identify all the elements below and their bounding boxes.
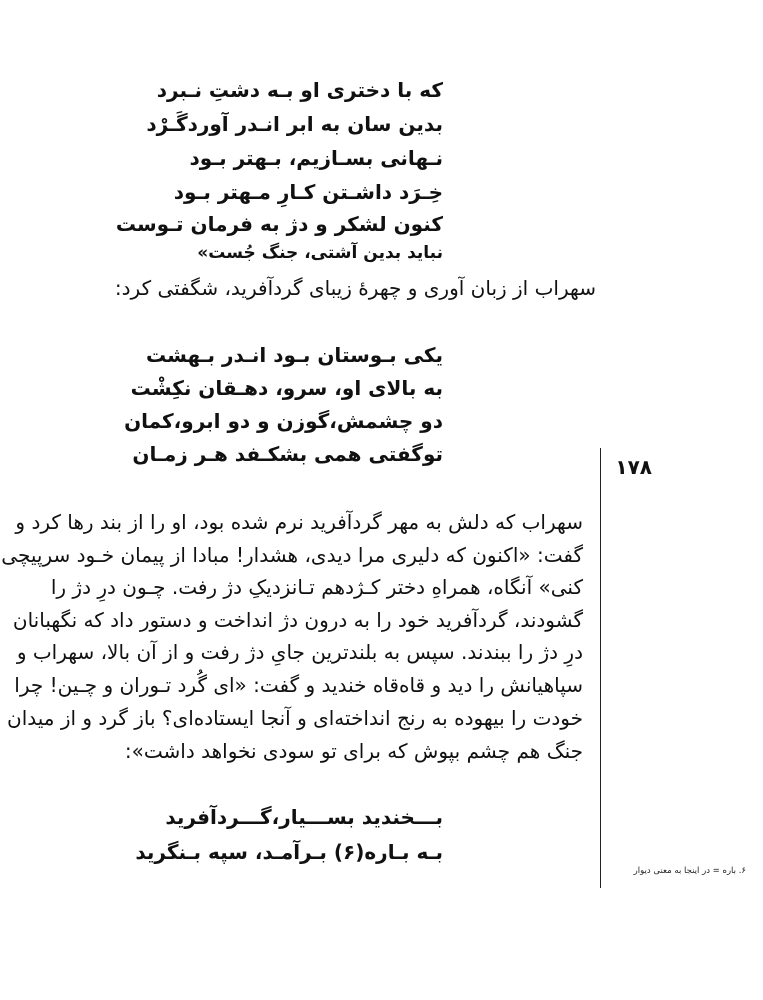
verse-line: بدین سان به ابر انـدر آوردگَـرْد bbox=[146, 112, 443, 136]
verse-line: دو چشمش،گوزن و دو ابرو،کمان bbox=[124, 409, 443, 433]
prose-line: کنی» آنگاه، همراهِ دختر کـژدهم تـانزدیکِ دژ رفت. چـون درِ دژ را bbox=[50, 575, 583, 599]
verse-line: نـهانی بسـازیم، بـهتر بـود bbox=[189, 146, 443, 170]
prose-line: سهراب که دلش به مهر گردآفرید نرم شده بود، او را از بند رها کرد و bbox=[15, 510, 583, 534]
verse-line: کنون لشکر و دژ به فرمان تـوست bbox=[115, 212, 443, 236]
margin-rule bbox=[600, 448, 601, 888]
verse-line: که با دختری او بـه دشتِ نـبرد bbox=[156, 78, 443, 102]
verse-line: نباید بدین آشتی، جنگ جُست» bbox=[197, 243, 443, 263]
verse-line: بـه بـاره(۶) بـرآمـد، سپه بـنگرید bbox=[135, 840, 443, 864]
verse-line: به بالای او، سرو، دهـقان نکِشْت bbox=[130, 376, 443, 400]
prose-line: جنگ هم چشم بپوش که برای تو سودی نخواهد داشت»: bbox=[124, 739, 583, 763]
verse-line: توگفتی همی بشکـفد هـر زمـان bbox=[132, 442, 443, 466]
prose-line: گشودند، گردآفرید خود را به درون دژ انداخت و دستور داد که نگهبانان bbox=[12, 608, 583, 632]
verse-line: یکی بـوستان بـود انـدر بـهشت bbox=[145, 343, 443, 367]
prose-line: سپاهیانش را دید و قاه‌قاه خندید و گفت: «ای گُرد تـوران و چـین! چرا bbox=[14, 673, 583, 697]
verse-line: بـــخندید بســـیار،گـــردآفرید bbox=[165, 805, 443, 829]
prose-line: سهراب از زبان آوری و چهرهٔ زیبای گردآفرید، شگفتی کرد: bbox=[114, 276, 596, 300]
prose-line: درِ دژ را ببندند. سپس به بلندترین جایِ دژ رفت و از آن بالا، سهراب و bbox=[16, 640, 583, 664]
footnote: ۶. باره = در اینجا به معنی دیوار bbox=[633, 866, 746, 876]
prose-line: خودت را بیهوده به رنج انداخته‌ای و آنجا ایستاده‌ای؟ باز گرد و از میدان bbox=[7, 706, 583, 730]
verse-line: خِـرَد داشـتن کـارِ مـهتر بـود bbox=[173, 180, 443, 204]
page-number: ۱۷۸ bbox=[615, 455, 652, 479]
prose-line: گفت: «اکنون که دلیری مرا دیدی، هشدار! مبادا از پیمان خـود سرپیچی bbox=[1, 543, 583, 567]
